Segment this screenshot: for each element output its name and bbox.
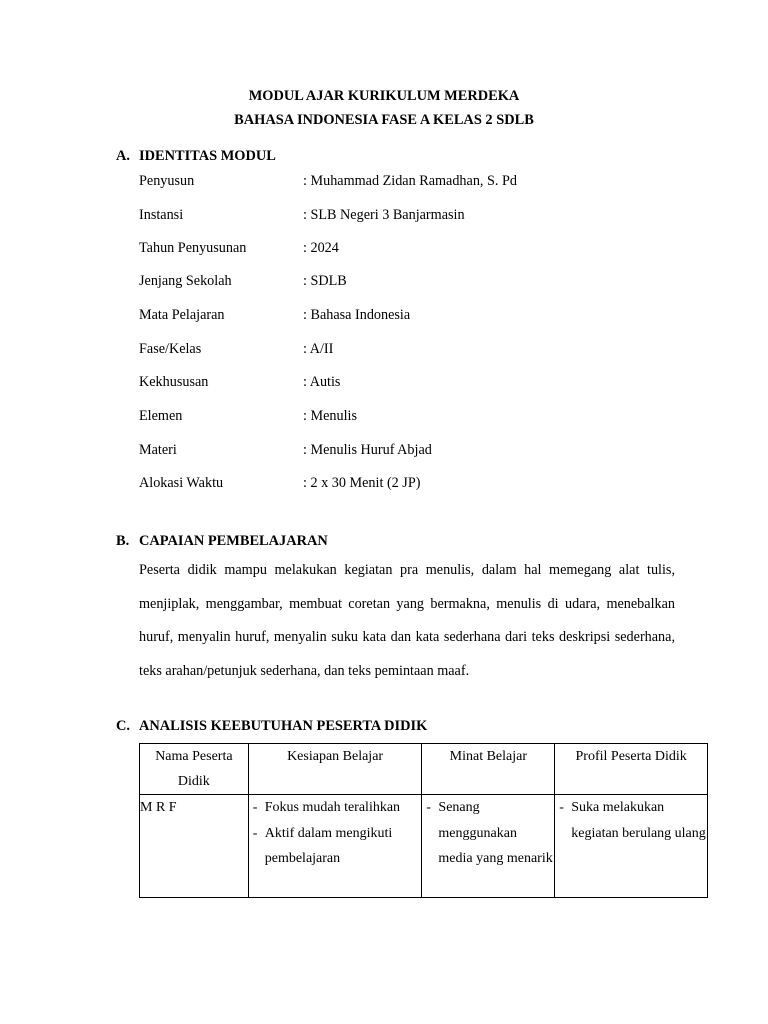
- identity-value: : Menulis Huruf Abjad: [303, 442, 432, 458]
- list-item-text: Fokus mudah teralihkan: [264, 800, 401, 815]
- table-row: [140, 795, 708, 898]
- identity-label: Materi: [139, 442, 177, 458]
- identity-label: Tahun Penyusunan: [139, 240, 247, 256]
- profil-cell: [555, 795, 708, 898]
- section-a-heading: [116, 148, 276, 165]
- identity-label: Instansi: [139, 207, 184, 223]
- identity-value: : SLB Negeri 3 Banjarmasin: [303, 207, 465, 223]
- student-name-cell: M R F: [140, 795, 249, 898]
- identity-label: Elemen: [139, 408, 183, 424]
- document-title: MODUL AJAR KURIKULUM MERDEKA: [248, 88, 520, 104]
- section-a-title: IDENTITAS MODUL: [139, 148, 276, 164]
- section-b-letter: B.: [116, 533, 130, 549]
- identity-label: Alokasi Waktu: [139, 475, 224, 491]
- identity-label: Fase/Kelas: [139, 341, 202, 357]
- section-b-heading: [116, 533, 328, 550]
- section-c-heading: [116, 718, 427, 735]
- identity-label: Jenjang Sekolah: [139, 273, 232, 289]
- document-subtitle: BAHASA INDONESIA FASE A KELAS 2 SDLB: [234, 112, 534, 128]
- identity-value: : 2024: [303, 240, 339, 256]
- identity-value: : A/II: [303, 341, 334, 357]
- minat-cell: [422, 795, 555, 898]
- table-header-row: [140, 744, 708, 795]
- identity-value: : Muhammad Zidan Ramadhan, S. Pd: [303, 173, 517, 189]
- list-item-text: Senang menggunakan media yang menarik: [438, 800, 553, 866]
- list-item-text: Aktif dalam mengikuti pembelajaran: [264, 825, 393, 866]
- header-nama-peserta-didik: Nama Peserta Didik: [140, 744, 249, 795]
- section-c-title: ANALISIS KEEBUTUHAN PESERTA DIDIK: [139, 718, 428, 734]
- section-c-letter: C.: [116, 718, 130, 734]
- header-minat-belajar: Minat Belajar: [422, 744, 555, 795]
- identity-label: Mata Pelajaran: [139, 307, 225, 323]
- learning-outcome-paragraph: Peserta didik mampu melakukan kegiatan pra menulis, dalam hal memegang alat tulis, menjiplak, menggambar, membuat coretan yang bermakna, menulis di udara, menebalkan huruf, menyalin huruf, menyalin suku kata dan kata sederhana dari teks deskripsi sederhana, teks arahan/petunjuk sederhana, dan teks pemintaan maaf.: [139, 562, 675, 679]
- section-a-letter: A.: [116, 148, 130, 164]
- identity-label: Kekhususan: [139, 374, 209, 390]
- identity-value: : SDLB: [303, 273, 347, 289]
- identity-label: Penyusun: [139, 173, 195, 189]
- identity-value: : Menulis: [303, 408, 357, 424]
- header-profil-peserta-didik: Profil Peserta Didik: [555, 744, 708, 795]
- list-item-text: Suka melakukan kegiatan berulang ulang: [571, 800, 706, 841]
- list-item: [249, 821, 422, 872]
- bullet-dash: -: [252, 800, 258, 815]
- identity-value: : Autis: [303, 374, 341, 390]
- identity-value: : 2 x 30 Menit (2 JP): [303, 475, 421, 491]
- section-b-title: CAPAIAN PEMBELAJARAN: [139, 533, 328, 549]
- student-needs-table: [139, 743, 708, 898]
- list-item: [422, 795, 554, 872]
- list-item: [555, 795, 707, 846]
- identity-value: : Bahasa Indonesia: [303, 307, 411, 323]
- kesiapan-cell: [248, 795, 422, 898]
- bullet-dash: -: [252, 825, 258, 841]
- bullet-dash: -: [426, 800, 432, 815]
- list-item: [249, 795, 422, 821]
- bullet-dash: -: [559, 800, 564, 815]
- header-kesiapan-belajar: Kesiapan Belajar: [248, 744, 422, 795]
